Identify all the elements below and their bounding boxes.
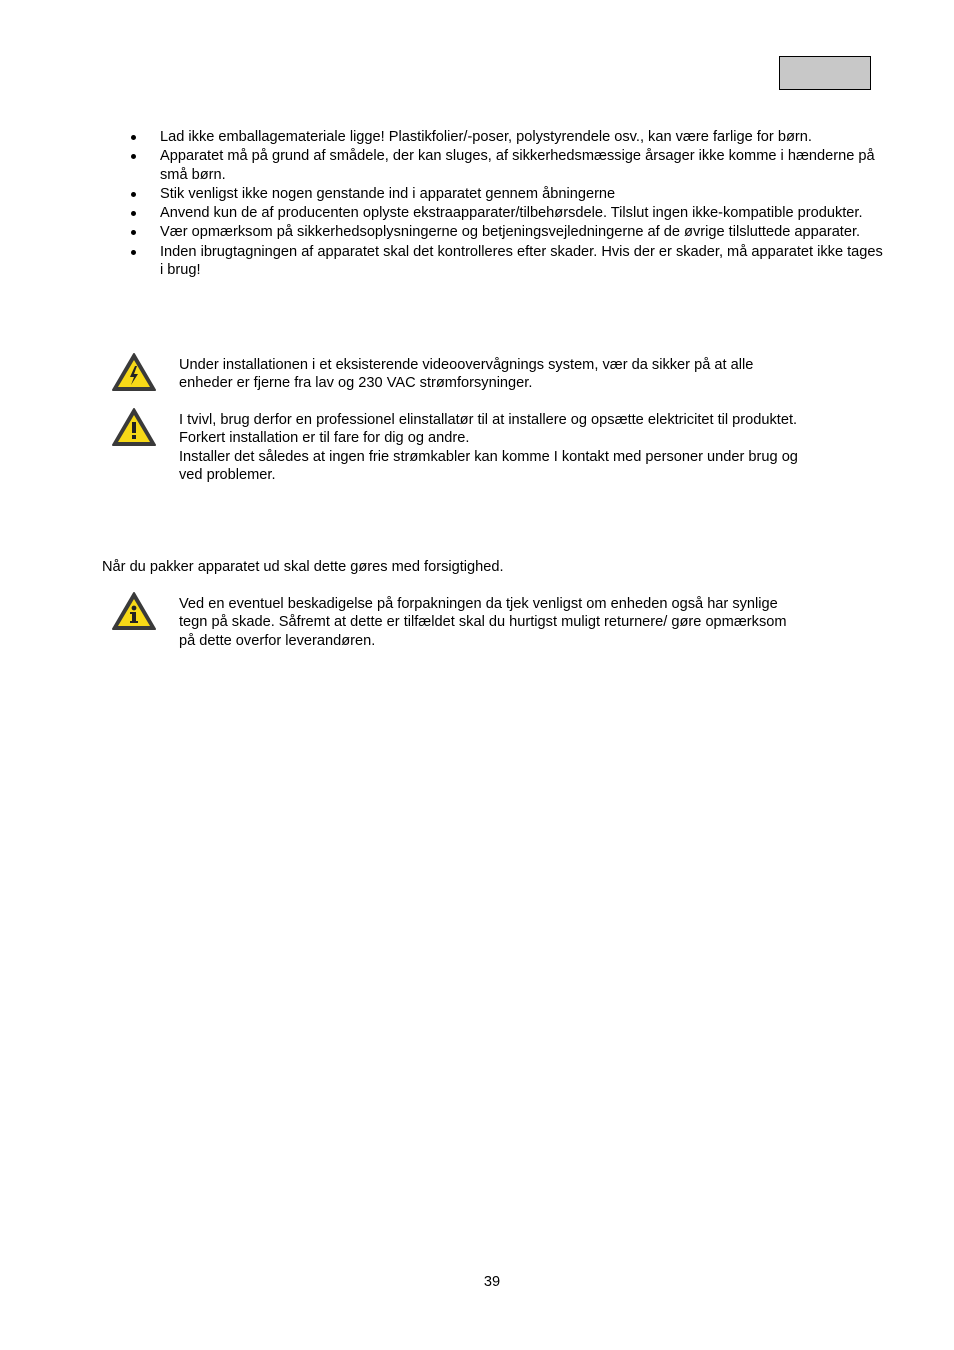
unpacking-paragraph: Når du pakker apparatet ud skal dette gøres med forsigtighed. [102, 559, 504, 575]
bullet-icon [131, 230, 136, 235]
electric-hazard-icon [111, 352, 157, 392]
warning-text: I tvivl, brug derfor en professionel elinstallatør til at installere og opsætte elektricitet til produktet. Forkert installation er til fare for dig og andre. Installer det således at ingen frie strømkabler kan komme I kontakt med personer under brug og ved problemer. [179, 412, 798, 483]
list-item: Vær opmærksom på sikkerhedsoplysningerne og betjeningsvejledningerne af de øvrige tilsluttede apparater. [0, 223, 890, 241]
language-tab [779, 56, 871, 90]
warning-text: Under installationen i et eksisterende videoovervågnings system, vær da sikker på at alle enheder er fjerne fra lav og 230 VAC strømforsyninger. [179, 357, 754, 392]
safety-bullet-list [0, 128, 954, 280]
list-item: Lad ikke emballagemateriale ligge! Plastikfolier/-poser, polystyrendele osv., kan være farlige for børn. [0, 128, 890, 146]
list-item: Inden ibrugtagningen af apparatet skal det kontrolleres efter skader. Hvis der er skader, må apparatet ikke tages i brug! [0, 243, 890, 280]
warning-text: Ved en eventuel beskadigelse på forpakningen da tjek venligst om enheden også har synlige tegn på skade. Såfremt at dette er tilfældet skal du hurtigst muligt returnere/ gøre opmærksom på dette overfor leverandøren. [179, 596, 787, 649]
bullet-icon [131, 192, 136, 197]
bullet-icon [131, 211, 136, 216]
bullet-icon [131, 154, 136, 159]
page-number: 39 [483, 1274, 501, 1290]
bullet-icon [131, 250, 136, 255]
list-item: Apparatet må på grund af smådele, der kan sluges, af sikkerhedsmæssige årsager ikke komme i hænderne på små børn. [0, 147, 890, 184]
warning-icon [111, 407, 157, 447]
list-item: Stik venligst ikke nogen genstande ind i apparatet gennem åbningerne [0, 185, 890, 203]
list-item: Anvend kun de af producenten oplyste ekstraapparater/tilbehørsdele. Tilslut ingen ikke-kompatible produkter. [0, 204, 890, 222]
bullet-icon [131, 135, 136, 140]
info-icon [111, 591, 157, 631]
